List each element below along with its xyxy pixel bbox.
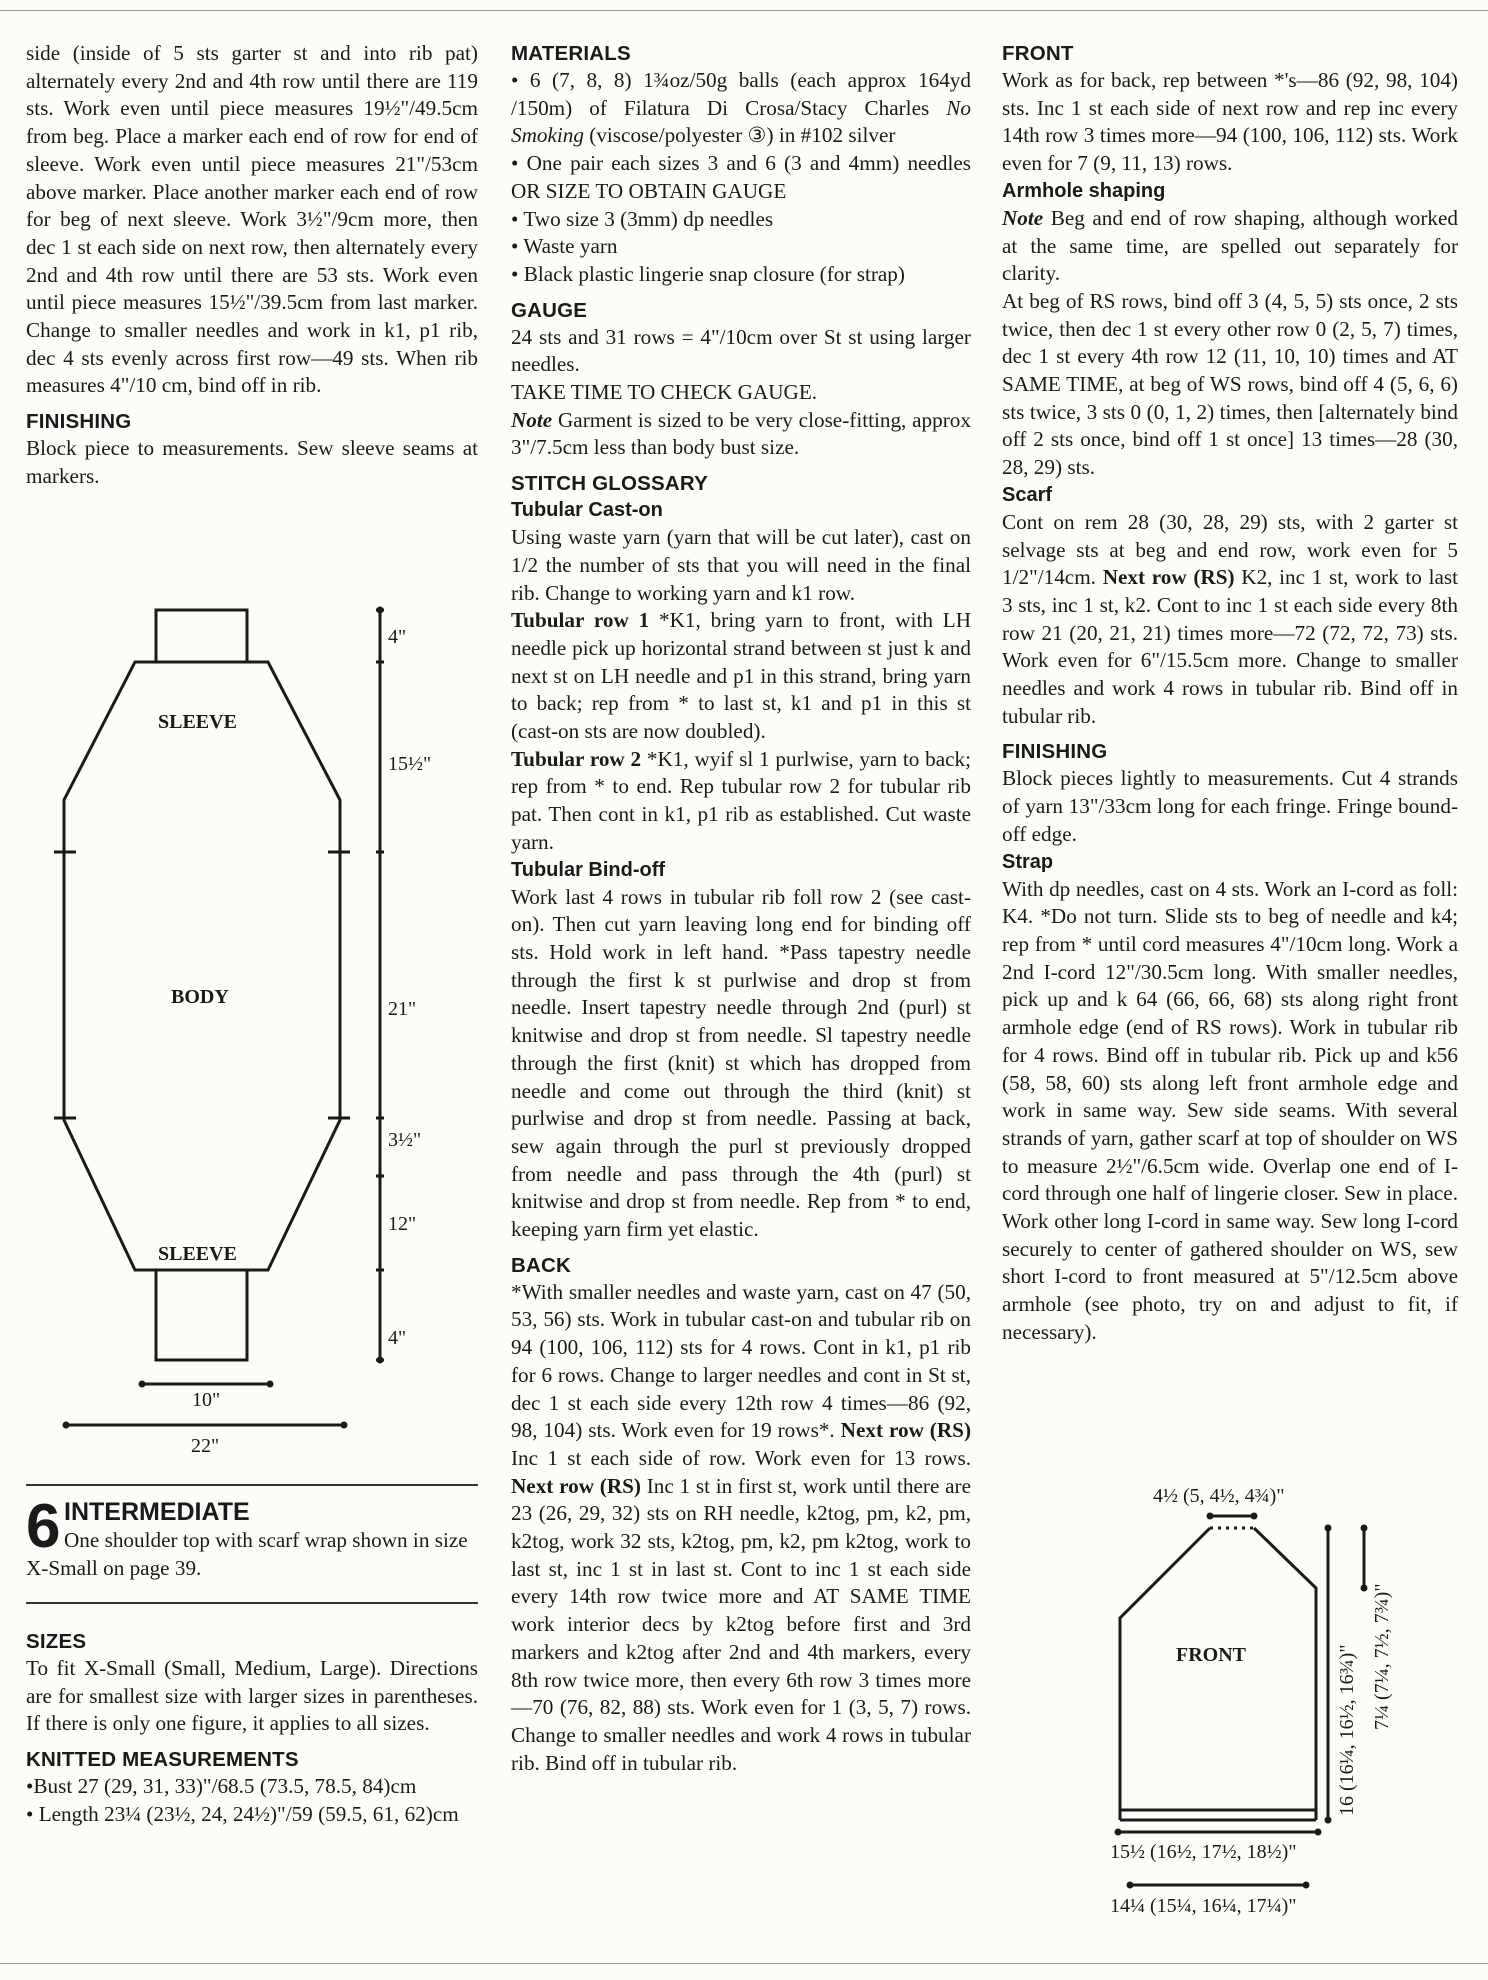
tubular-bindoff-text: Work last 4 rows in tubular rib foll row 2 (see cast-on). Then cut yarn leaving long end for binding off sts. Hold work in left hand. *Pass tapestry needle through the first k st purlwise and drop st from needle. Insert tapestry needle through 2nd (purl) st knitwise and drop st from needle. Sl tapestry needle through the first (knit) st which has dropped from needle and come out through the third (knit) st purlwise and drop st from needle. Passing at back, sew again through the purl st previously dropped from needle and pass through the 4th (purl) st knitwise and drop st from needle. Rep from * to end, keeping yarn firm yet elastic. — [511, 884, 971, 1242]
level-bottom-rule — [26, 1602, 478, 1604]
level-text: One shoulder top with scarf wrap shown in size X-Small on page 39. — [26, 1528, 468, 1580]
scarf-text: Cont on rem 28 (30, 28, 29) sts, with 2 garter st selvage sts at beg and end row, work even for 5 1/2"/14cm. Next row (RS) K2, inc 1 st, work to last 3 sts, inc 1 st, k2. Cont to inc 1 st each side every 8th row 21 (20, 21, 21) times more—72 (72, 72, 73) sts. Work even for 6"/15.5cm more. Change to smaller needles and work 4 rows in tubular rib. Bind off in tubular rib. — [1002, 509, 1459, 728]
tubular-caston-text: Using waste yarn (yarn that will be cut later), cast on 1/2 the number of sts that you will need in the final rib. Change to working yarn and k1 row. — [511, 525, 971, 605]
width-upper-label: 15½ (16½, 17½, 18½)" — [1110, 1841, 1297, 1863]
finishing-text: Block piece to measurements. Sew sleeve seams at markers. — [26, 436, 478, 488]
materials-item-needles: • One pair each sizes 3 and 6 (3 and 4mm) needles OR SIZE TO OBTAIN GAUGE — [511, 151, 971, 203]
tubular-row-2: Tubular row 2 *K1, wyif sl 1 purlwise, yarn to back; rep from * to end. Rep tubular row 2 for tubular rib pat. Then cont in k1, p1 rib as established. Cut waste yarn. — [511, 746, 971, 854]
gauge-note: Note Garment is sized to be very close-fitting, approx 3"/7.5cm less than body bust size. — [511, 407, 971, 460]
armhole-note: Note Beg and end of row shaping, although worked at the same time, are spelled out separately for clarity. — [1002, 205, 1458, 286]
gauge-text: 24 sts and 31 rows = 4"/10cm over St st using larger needles. — [511, 324, 971, 377]
materials-item-dp: • Two size 3 (3mm) dp needles — [511, 206, 774, 231]
front-schematic — [1090, 1480, 1470, 1920]
body-label: BODY — [171, 986, 229, 1008]
tubular-caston-heading: Tubular Cast-on — [511, 499, 663, 522]
materials-item-snap: • Black plastic lingerie snap closure (for strap) — [511, 261, 905, 286]
back-text: *With smaller needles and waste yarn, cast on 47 (50, 53, 56) sts. Work in tubular cast-on and tubular rib on 94 (100, 106, 112) sts for 4 rows. Cont in k1, p1 rib for 6 rows. Change to larger needles and cont in St st, dec 1 st each side every 12th row 4 times—86 (92, 98, 104) sts. Work even for 19 rows*. Next row (RS) Inc 1 st each side of row. Work even for 13 rows. Next row (RS) Inc 1 st in first st, work until there are 23 (26, 29, 32) sts on RH needle, k2tog, pm, k2, pm, k2tog, work 32 sts, k2tog, pm, k2, pm k2tog, work to last st, inc 1 st in last st. Cont to inc 1 st each side every 14th row twice more and AT SAME TIME work interior decs by k2tog before first and 3rd markers and k2tog after 2nd and 4th markers, every 8th row twice more, then every 6th row 3 times more—70 (76, 82, 88) sts. Work even for 1 (3, 5, 7) rows. Change to smaller needles and work 4 rows in tubular rib. Bind off in tubular rib. — [511, 1279, 972, 1775]
top-width-label: 4½ (5, 4½, 4¾)" — [1153, 1485, 1285, 1507]
sizes-heading: SIZES — [26, 1630, 87, 1653]
measure-4-bottom: 4" — [388, 1327, 407, 1349]
sleeve-instructions: side (inside of 5 sts garter st and into rib pat) alternately every 2nd and 4th row until there are 119 sts. Work even until piece measures 19½"/49.5cm from beg. Place a marker each end of row for end of sleeve. Work even until piece measures 21"/53cm above marker. Place another marker each end of row for beg of next sleeve. Work 3½"/9cm more, then dec 1 st each side on next row, then alternately every 2nd and 4th row until there are 53 sts. Work even until piece measures 15½"/39.5cm from last marker. Change to smaller needles and work in k1, p1 rib, dec 4 sts evenly across first row—49 sts. When rib measures 4"/10 cm, bind off in rib. — [26, 41, 478, 398]
materials-heading: MATERIALS — [511, 42, 631, 65]
sizes-section — [26, 1628, 478, 1829]
tubular-bindoff-heading: Tubular Bind-off — [511, 858, 666, 881]
length-measurement: • Length 23¼ (23½, 24, 24½)"/59 (59.5, 61, 62)cm — [26, 1801, 459, 1826]
tubular-row-1: Tubular row 1 *K1, bring yarn to front, with LH needle pick up horizontal strand between st just k and next st on LH needle and p1 in this strand, bring yarn to back; rep from * to last st, k1 and p1 in this st (cast-on sts are now doubled). — [511, 608, 971, 744]
measure-15-5: 15½" — [388, 753, 432, 775]
strap-text: With dp needles, cast on 4 sts. Work an I-cord as foll: K4. *Do not turn. Slide sts to beg of needle and k4; rep from * until cord measures 4"/10cm long. Work a 2nd I-cord 12"/30.5cm long. With smaller needles, pick up and k 64 (66, 66, 68) sts along right front armhole edge (end of RS rows). Work in tubular rib for 4 rows. Bind off in tubular rib. Pick up and k56 (58, 58, 60) sts along left front armhole edge and work in same way. Sew side seams. With several strands of yarn, gather scarf at top of shoulder on WS to measure 2½"/6.5cm wide. Overlap one end of I-cord through one half of lingerie closer. Sew in place. Work other long I-cord in same way. Sew long I-cord securely to center of gathered shoulder on WS, sew short I-cord to front measured at 5"/12.5cm above armhole (see photo, try on and adjust to fit, if necessary). — [1002, 876, 1458, 1344]
page-top-rule — [0, 10, 1488, 11]
measurements-heading: KNITTED MEASUREMENTS — [26, 1748, 299, 1772]
height-armhole-label: 7¼ (7¼, 7½, 7¾)" — [1371, 1583, 1393, 1730]
materials-item-waste: • Waste yarn — [511, 234, 618, 259]
measure-21: 21" — [388, 998, 417, 1020]
front-label: FRONT — [1176, 1644, 1246, 1666]
height-total-label: 16 (16¼, 16½, 16¾)" — [1336, 1644, 1358, 1816]
front-text: Work as for back, rep between *'s—86 (92, 98, 104) sts. Inc 1 st each side of next row and rep inc every 14th row 3 times more—94 (100, 106, 112) sts. Work even for 7 (9, 11, 13) rows. — [1002, 68, 1458, 176]
glossary-heading: STITCH GLOSSARY — [511, 472, 708, 496]
measure-12: 12" — [388, 1213, 417, 1235]
page-bottom-rule — [0, 1963, 1488, 1964]
finishing-heading-2: FINISHING — [1002, 740, 1108, 764]
materials-item-yarn: • 6 (7, 8, 8) 1¾oz/50g balls (each approx 164yd /150m) of Filatura Di Crosa/Stacy Charles No Smoking (viscose/polyester ③) in #102 silver — [511, 68, 971, 148]
level-title: INTERMEDIATE — [64, 1498, 250, 1526]
sizes-text: To fit X-Small (Small, Medium, Large). Directions are for smallest size with larger sizes in parentheses. If there is only one figure, it applies to all sizes. — [26, 1656, 478, 1736]
width-10: 10" — [192, 1389, 221, 1411]
sleeve-bottom-label: SLEEVE — [158, 1243, 237, 1265]
width-lower-label: 14¼ (15¼, 16¼, 17¼)" — [1110, 1895, 1297, 1917]
bust-measurement: •Bust 27 (29, 31, 33)"/68.5 (73.5, 78.5, 84)cm — [26, 1774, 417, 1799]
column-right — [1002, 40, 1458, 1347]
scarf-heading: Scarf — [1002, 483, 1053, 506]
gauge-check: TAKE TIME TO CHECK GAUGE. — [511, 380, 818, 405]
level-top-rule — [26, 1484, 478, 1486]
column-middle — [511, 40, 971, 1777]
finishing-text-2: Block pieces lightly to measurements. Cut 4 strands of yarn 13"/33cm long for each fringe. Fringe bound-off edge. — [1002, 766, 1458, 846]
gauge-heading: GAUGE — [511, 298, 588, 322]
front-heading: FRONT — [1002, 42, 1074, 65]
armhole-text: At beg of RS rows, bind off 3 (4, 5, 5) sts once, 2 sts twice, then dec 1 st every other row 0 (2, 5, 7) times, dec 1 st every 4th row 12 (11, 10, 10) times and AT SAME TIME, at beg of WS rows, bind off 4 (5, 6, 6) sts twice, 3 sts 0 (0, 1, 2) times, then [alternately bind off 2 sts once, bind off 1 st once] 13 times—28 (30, 28, 29) sts. — [1002, 288, 1458, 480]
strap-heading: Strap — [1002, 850, 1054, 873]
level-number: 6 — [26, 1492, 61, 1561]
finishing-heading: FINISHING — [26, 410, 132, 434]
armhole-heading: Armhole shaping — [1002, 179, 1166, 202]
sleeve-body-schematic — [40, 590, 460, 1470]
measure-4-top: 4" — [388, 626, 407, 648]
width-22: 22" — [191, 1435, 220, 1457]
back-heading: BACK — [511, 1253, 572, 1277]
sleeve-top-label: SLEEVE — [158, 711, 237, 733]
measure-3-5: 3½" — [388, 1129, 422, 1151]
column-left — [26, 40, 478, 491]
